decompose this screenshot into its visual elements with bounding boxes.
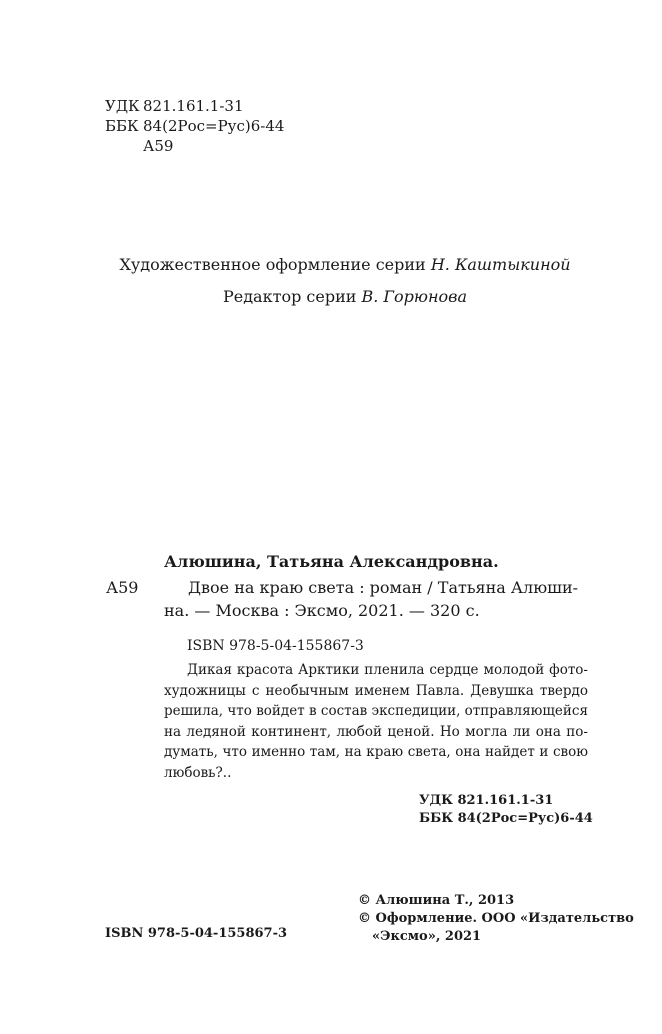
udk-row	[105, 96, 284, 116]
udk-label: УДК	[105, 97, 140, 115]
copyright-author: © Алюшина Т., 2013	[358, 893, 515, 908]
citation-line-1: Двое на краю света : роман / Татьяна Алюши-	[188, 578, 579, 597]
author-mark: А59	[143, 137, 174, 155]
editor-credit-name: В. Горюнова	[361, 287, 468, 306]
bbk-label: ББК	[105, 117, 139, 135]
annotation-line: думать, что именно там, на краю света, она найдет и свою	[164, 744, 588, 760]
editor-credit	[0, 287, 662, 306]
annotation-line: Дикая красота Арктики пленила сердце молодой фото-	[187, 662, 588, 678]
bbk-row	[105, 116, 284, 136]
design-credit	[0, 255, 662, 274]
annotation-line: решила, что войдет в состав экспедиции, отправляющейся	[164, 703, 588, 719]
bbk-value: 84(2Рос=Рус)6-44	[143, 117, 285, 135]
annotation-line: художницы с необычным именем Павла. Девушка твердо	[164, 682, 588, 699]
author-heading: Алюшина, Татьяна Александровна.	[164, 552, 499, 571]
design-credit-name: Н. Каштыкиной	[430, 255, 571, 274]
editor-credit-prefix: Редактор серии	[222, 287, 357, 306]
bbk-code: ББК 84(2Рос=Рус)6-44	[419, 811, 593, 826]
copyright-design: © Оформление. ООО «Издательство	[358, 911, 634, 926]
author-mark-row	[105, 136, 284, 156]
annotation-line: любовь?..	[164, 764, 232, 781]
classification-block-bottom	[419, 792, 593, 828]
classification-block-top	[105, 96, 284, 156]
citation-isbn: ISBN 978-5-04-155867-3	[187, 638, 364, 654]
annotation	[164, 660, 588, 783]
copyright-block	[358, 892, 634, 946]
design-credit-prefix: Художественное оформление серии	[119, 255, 426, 274]
citation-line-2: на. — Москва : Эксмо, 2021. — 320 с.	[164, 601, 480, 620]
footer-isbn: ISBN 978-5-04-155867-3	[105, 926, 288, 941]
annotation-line: на ледяной континент, любой ценой. Но могла ли она по-	[164, 723, 588, 740]
udk-value: 821.161.1-31	[143, 97, 244, 115]
udk-code: УДК 821.161.1-31	[419, 793, 554, 808]
bibliographic-mark: А59	[106, 578, 139, 597]
copyright-design-cont: «Эксмо», 2021	[372, 929, 482, 944]
